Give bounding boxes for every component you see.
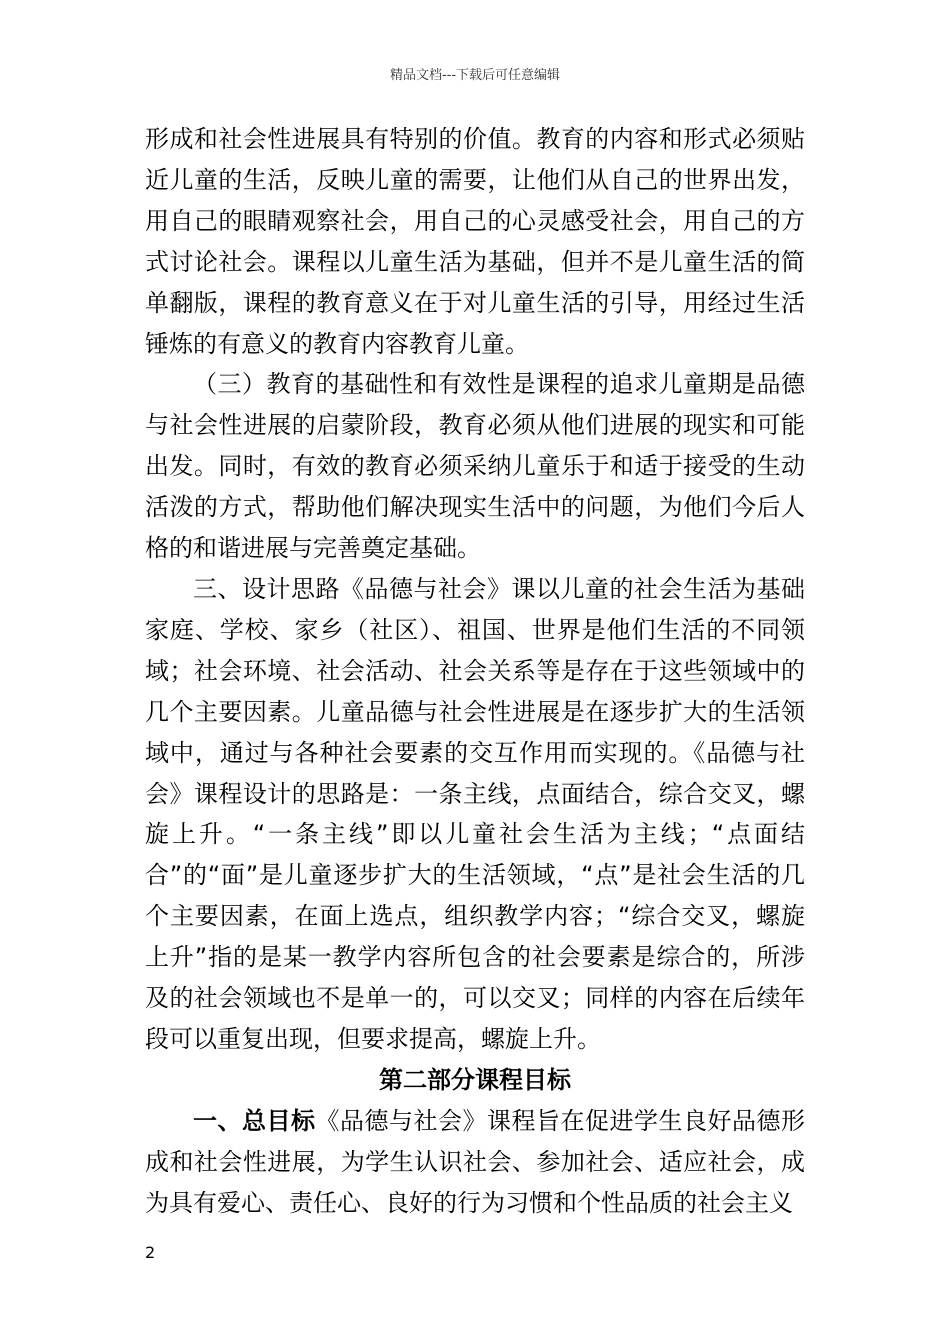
document-body (145, 119, 805, 1223)
page-number: 2 (145, 1243, 156, 1262)
page-header: 精品文档---下载后可任意编辑 (389, 68, 561, 83)
goal-paragraph (145, 1101, 805, 1224)
body-paragraph-3: 三、设计思路《品德与社会》课以儿童的社会生活为基础家庭、学校、家乡（社区）、祖国、世界是他们生活的不同领域；社会环境、社会活动、社会关系等是存在于这些领域中的几个主要因素。儿童品德与社会性进展是在逐步扩大的生活领域中，通过与各种社会要素的交互作用而实现的。《品德与社会》课程设计的思路是：一条主线，点面结合，综合交叉，螺旋上升。“一条主线”即以儿童社会生活为主线；“点面结合”的“面”是儿童逐步扩大的生活领域，“点”是社会生活的几个主要因素，在面上选点，组织教学内容；“综合交叉，螺旋上升”指的是某一教学内容所包含的社会要素是综合的，所涉及的社会领域也不是单一的，可以交叉；同样的内容在后续年段可以重复出现，但要求提高，螺旋上升。 (145, 574, 805, 1053)
goal-text: 《品德与社会》课程旨在促进学生良好品德形成和社会性进展，为学生认识社会、参加社会、适应社会，成为具有爱心、责任心、良好的行为习惯和个性品质的社会主义 (145, 1106, 805, 1217)
section-title: 第二部分课程目标 (379, 1065, 571, 1094)
body-paragraph-1: 形成和社会性进展具有特别的价值。教育的内容和形式必须贴近儿童的生活，反映儿童的需要，让他们从自己的世界出发，用自己的眼睛观察社会，用自己的心灵感受社会，用自己的方式讨论社会。课程以儿童生活为基础，但并不是儿童生活的简单翻版，课程的教育意义在于对儿童生活的引导，用经过生活锤炼的有意义的教育内容教育儿童。 (145, 125, 805, 358)
goal-lead: 一、总目标 (193, 1106, 316, 1135)
body-paragraph-2: （三）教育的基础性和有效性是课程的追求儿童期是品德与社会性进展的启蒙阶段，教育必须从他们进展的现实和可能出发。同时，有效的教育必须采纳儿童乐于和适于接受的生动活泼的方式，帮助他们解决现实生活中的问题，为他们今后人格的和谐进展与完善奠定基础。 (145, 370, 805, 563)
